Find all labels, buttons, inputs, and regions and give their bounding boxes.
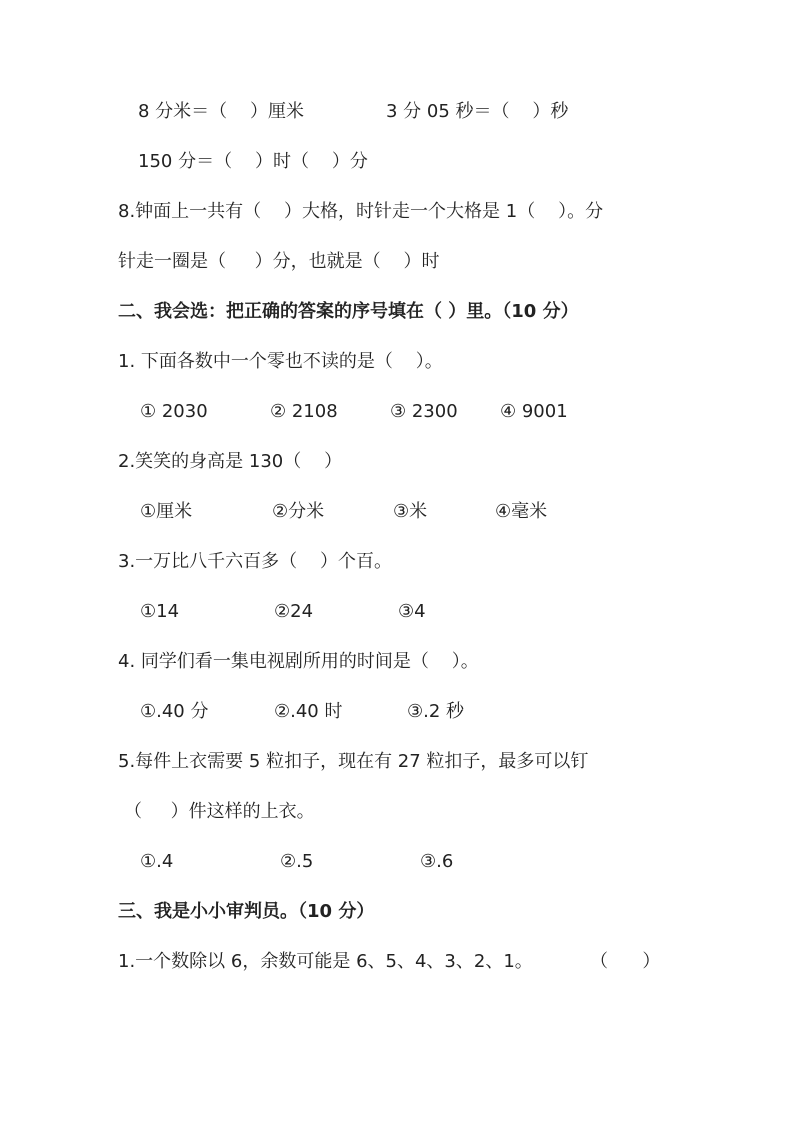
mc-question-5-part2: （ ）件这样的上衣。 [124,801,315,822]
mc1-option-1: ① 2030 [140,401,208,422]
mc-question-1: 1. 下面各数中一个零也不读的是（ ）。 [118,351,443,372]
mc-question-5-part1: 5.每件上衣需要 5 粒扣子，现在有 27 粒扣子，最多可以钉 [118,751,589,772]
mc1-option-4: ④ 9001 [500,401,568,422]
mc4-option-1: ①.40 分 [140,701,209,722]
mc2-option-1: ①厘米 [140,501,193,522]
mc-question-3: 3.一万比八千六百多（ ）个百。 [118,551,393,572]
mc4-option-2: ②.40 时 [274,701,343,722]
mc2-option-3: ③米 [393,501,428,522]
conversion-dm-to-cm: 8 分米＝（ ）厘米 [138,101,305,122]
mc-question-2: 2.笑笑的身高是 130（ ） [118,451,343,472]
mc4-option-3: ③.2 秒 [407,701,465,722]
mc3-option-2: ②24 [274,601,314,622]
mc2-option-2: ②分米 [272,501,325,522]
question-8-part1: 8.钟面上一共有（ ）大格，时针走一个大格是 1（ ）。分 [118,201,604,222]
judge-question-1: 1.一个数除以 6，余数可能是 6、5、4、3、2、1。 [118,951,533,972]
mc-question-4: 4. 同学们看一集电视剧所用的时间是（ ）。 [118,651,479,672]
conversion-min-sec: 3 分 05 秒＝（ ）秒 [386,101,569,122]
mc3-option-1: ①14 [140,601,180,622]
mc1-option-2: ② 2108 [270,401,338,422]
mc5-option-2: ②.5 [280,851,314,872]
mc2-option-4: ④毫米 [495,501,548,522]
mc5-option-3: ③.6 [420,851,454,872]
section-2-heading: 二、我会选：把正确的答案的序号填在（ ）里。（10 分） [118,301,579,322]
conversion-min-to-hour: 150 分＝（ ）时（ ）分 [138,151,368,172]
question-8-part2: 针走一圈是（ ）分，也就是（ ）时 [118,251,440,272]
section-3-heading: 三、我是小小审判员。（10 分） [118,901,375,922]
judge-answer-blank: （ ） [590,951,661,972]
mc5-option-1: ①.4 [140,851,174,872]
mc3-option-3: ③4 [398,601,426,622]
mc1-option-3: ③ 2300 [390,401,458,422]
